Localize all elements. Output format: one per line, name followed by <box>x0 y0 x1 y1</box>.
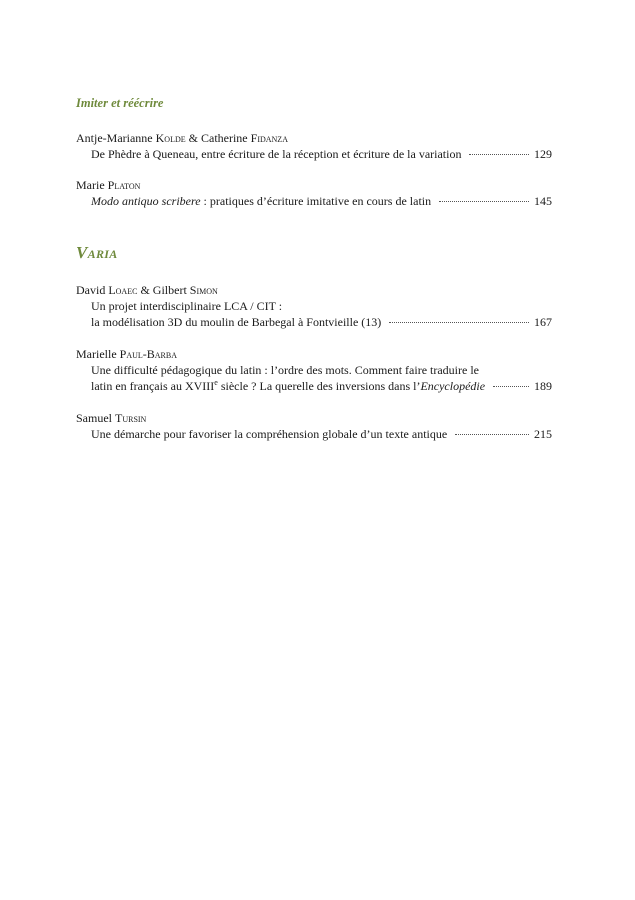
entry-title: la modélisation 3D du moulin de Barbegal à Fontvieille (13) <box>91 315 382 329</box>
entry-title-row[interactable] <box>76 426 552 442</box>
dot-leader <box>469 153 529 155</box>
entry-authors <box>76 347 552 362</box>
page-number: 189 <box>534 379 552 393</box>
toc-entry <box>76 411 552 442</box>
entry-title-line: Un projet interdisciplinaire LCA / CIT : <box>91 299 283 313</box>
entry-authors <box>76 131 552 146</box>
toc-entry <box>76 131 552 162</box>
entry-title: De Phèdre à Queneau, entre écriture de la réception et écriture de la variation <box>91 147 462 161</box>
dot-leader <box>455 433 529 435</box>
section-heading-varia: Varia <box>76 243 118 262</box>
author-last-name: Paul-Barba <box>119 347 177 361</box>
author-last-name: Fidanza <box>250 131 288 145</box>
author-last-name: Simon <box>189 283 218 297</box>
author-last-name: Platon <box>107 178 141 192</box>
entry-authors <box>76 178 552 193</box>
entry-title <box>91 378 485 394</box>
toc-entry <box>76 347 552 394</box>
author-first-name: Marie <box>76 178 108 192</box>
entry-title-line: Une difficulté pédagogique du latin : l’ordre des mots. Comment faire traduire le <box>91 363 479 377</box>
author-first-name: Marielle <box>76 347 120 361</box>
author-first-name: Gilbert <box>152 283 190 297</box>
author-last-name: Loaec <box>108 283 138 297</box>
entry-title-italic: Encyclopédie <box>420 379 486 393</box>
entry-title-part: latin en français au XVIII <box>91 379 215 393</box>
entry-title-part: siècle ? La querelle des inversions dans l’ <box>217 379 421 393</box>
entry-title-italic: Modo antiquo scribere <box>91 194 201 208</box>
page-number: 215 <box>534 427 552 441</box>
author-first-name: Catherine <box>200 131 251 145</box>
entry-authors <box>76 411 552 426</box>
toc-entry <box>76 283 552 330</box>
author-joiner: & <box>137 283 153 297</box>
page-number: 129 <box>534 147 552 161</box>
author-last-name: Tursin <box>115 411 147 425</box>
author-joiner: & <box>185 131 201 145</box>
toc-entry <box>76 178 552 209</box>
section-heading-imiter: Imiter et réécrire <box>76 96 164 110</box>
author-last-name: Kolde <box>155 131 186 145</box>
entry-authors <box>76 283 552 298</box>
author-first-name: David <box>76 283 109 297</box>
entry-title-row[interactable] <box>76 378 552 394</box>
author-first-name: Antje-Marianne <box>76 131 156 145</box>
entry-title: Une démarche pour favoriser la compréhension globale d’un texte antique <box>91 427 448 441</box>
dot-leader <box>439 200 529 202</box>
entry-title <box>91 193 431 209</box>
entry-title-rest: : pratiques d’écriture imitative en cours de latin <box>200 194 432 208</box>
page-number: 167 <box>534 315 552 329</box>
entry-title-row[interactable] <box>76 314 552 330</box>
dot-leader <box>389 321 529 323</box>
dot-leader <box>493 385 529 387</box>
entry-title-row[interactable] <box>76 193 552 209</box>
page-number: 145 <box>534 194 552 208</box>
entry-title-row[interactable] <box>76 146 552 162</box>
author-first-name: Samuel <box>76 411 115 425</box>
superscript: e <box>214 378 218 387</box>
